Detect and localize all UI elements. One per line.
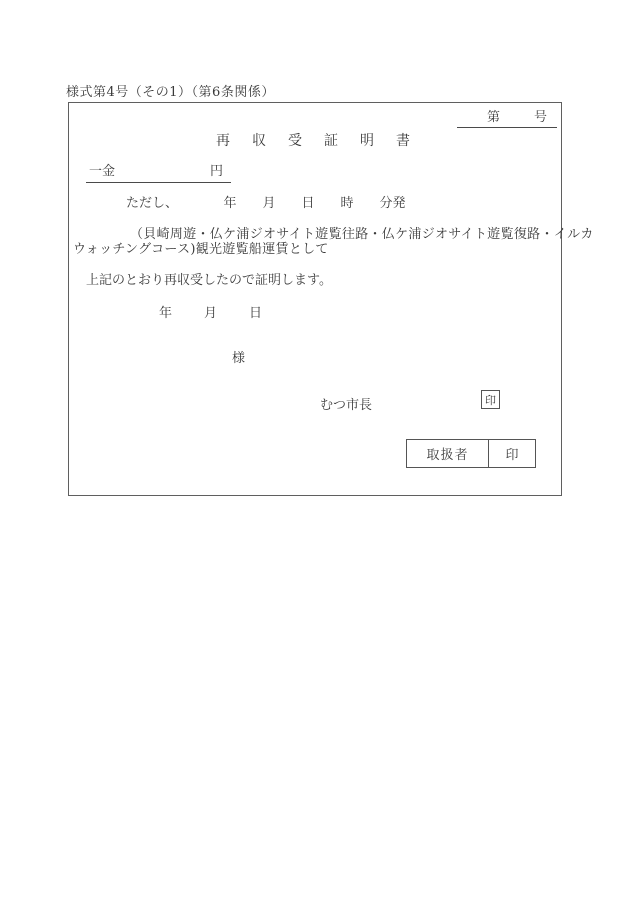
proviso-departure-line: ただし、 年 月 日 時 分発 bbox=[126, 196, 406, 211]
handler-seal-table bbox=[406, 439, 536, 468]
certificate-frame bbox=[68, 102, 594, 496]
document-number-suffix: 号 bbox=[533, 110, 547, 125]
handler-label-cell: 取扱者 bbox=[407, 440, 489, 467]
amount-prefix: 一金 bbox=[89, 164, 116, 179]
form-style-label: 様式第4号（その1）（第6条関係） bbox=[66, 85, 275, 100]
course-description-line2: ウォッチングコース)観光遊覧船運賃として bbox=[73, 242, 329, 257]
issue-date-line: 年 月 日 bbox=[159, 306, 265, 321]
mayor-signature-label: むつ市長 bbox=[320, 398, 373, 413]
document-number-prefix: 第 bbox=[487, 110, 501, 125]
document-number-line bbox=[457, 106, 557, 128]
amount-line bbox=[86, 160, 231, 183]
handler-seal-cell: 印 bbox=[505, 448, 519, 463]
amount-unit: 円 bbox=[209, 164, 223, 179]
addressee-suffix: 様 bbox=[232, 351, 246, 366]
course-description-line1: （貝崎周遊・仏ケ浦ジオサイト遊覧往路・仏ケ浦ジオサイト遊覧復路・イルカ bbox=[130, 227, 594, 242]
certificate-title: 再 収 受 証 明 書 bbox=[216, 133, 414, 149]
certification-statement: 上記のとおり再収受したので証明します。 bbox=[86, 273, 332, 288]
mayor-seal-placeholder: 印 bbox=[481, 390, 500, 409]
